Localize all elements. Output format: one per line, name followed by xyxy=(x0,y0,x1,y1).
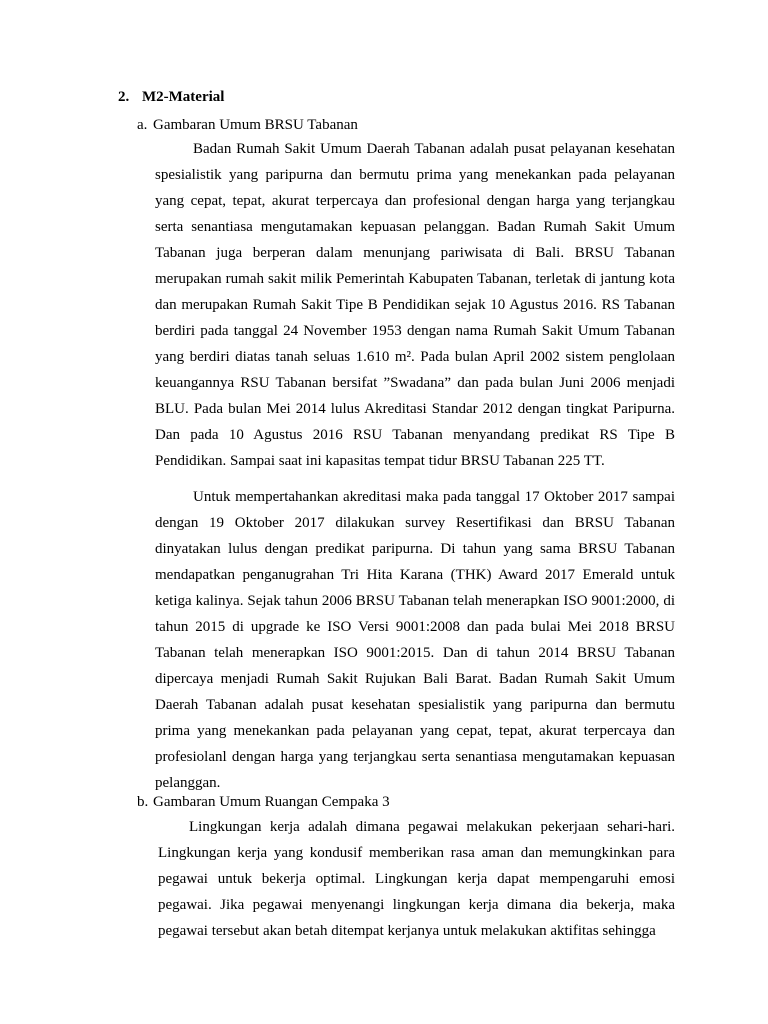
subsection-a-heading xyxy=(137,114,358,136)
subsection-b-letter: b. xyxy=(137,794,149,810)
subsection-a-paragraph-1: Badan Rumah Sakit Umum Daerah Tabanan adalah pusat pelayanan kesehatan spesialistik yang paripurna dan bermutu prima yang menekankan pada pelayanan yang cepat, tepat, akurat terpercaya dan profesional dengan harga yang terjangkau serta senantiasa mengutamakan kepuasan pelanggan. Badan Rumah Sakit Umum Tabanan juga berperan dalam menunjang pariwisata di Bali. BRSU Tabanan merupakan rumah sakit milik Pemerintah Kabupaten Tabanan, terletak di jantung kota dan merupakan Rumah Sakit Tipe B Pendidikan sejak 10 Agustus 2016. RS Tabanan berdiri pada tanggal 24 November 1953 dengan nama Rumah Sakit Umum Tabanan yang berdiri diatas tanah seluas 1.610 m². Pada bulan April 2002 sistem penglolaan keuangannya RSU Tabanan bersifat ”Swadana” dan pada bulan Juni 2006 menjadi BLU. Pada bulan Mei 2014 lulus Akreditasi Standar 2012 dengan tingkat Paripurna. Dan pada 10 Agustus 2016 RSU Tabanan menyandang predikat RS Tipe B Pendidikan. Sampai saat ini kapasitas tempat tidur BRSU Tabanan 225 TT. xyxy=(155,141,675,469)
subsection-a-letter: a. xyxy=(137,117,148,133)
subsection-b-heading xyxy=(137,791,390,813)
subsection-b-title: Gambaran Umum Ruangan Cempaka 3 xyxy=(153,794,390,810)
subsection-b-paragraph-1: Lingkungan kerja adalah dimana pegawai melakukan pekerjaan sehari-hari. Lingkungan kerja yang kondusif memberikan rasa aman dan memungkinkan para pegawai untuk bekerja optimal. Lingkungan kerja dapat mempengaruhi emosi pegawai. Jika pegawai menyenangi lingkungan kerja dimana dia bekerja, maka pegawai tersebut akan betah ditempat kerjanya untuk melakukan aktifitas sehingga xyxy=(158,819,675,939)
section-title: M2-Material xyxy=(142,89,225,105)
subsection-a-title: Gambaran Umum BRSU Tabanan xyxy=(153,117,358,133)
section-number: 2. xyxy=(118,89,130,105)
section-heading xyxy=(118,86,224,108)
subsection-a-paragraph-2: Untuk mempertahankan akreditasi maka pada tanggal 17 Oktober 2017 sampai dengan 19 Oktober 2017 dilakukan survey Resertifikasi dan BRSU Tabanan dinyatakan lulus dengan predikat paripurna. Di tahun yang sama BRSU Tabanan mendapatkan penganugrahan Tri Hita Karana (THK) Award 2017 Emerald untuk ketiga kalinya. Sejak tahun 2006 BRSU Tabanan telah menerapkan ISO 9001:2000, di tahun 2015 di upgrade ke ISO Versi 9001:2008 dan pada bulai Mei 2018 BRSU Tabanan telah menerapkan ISO 9001:2015. Dan di tahun 2014 BRSU Tabanan dipercaya menjadi Rumah Sakit Rujukan Bali Barat. Badan Rumah Sakit Umum Daerah Tabanan adalah pusat kesehatan spesialistik yang paripurna dan bermutu prima yang menekankan pada pelayanan yang cepat, tepat, akurat terpercaya dan profesiolanl dengan harga yang terjangkau serta senantiasa mengutamakan kepuasan pelanggan. xyxy=(155,489,675,791)
